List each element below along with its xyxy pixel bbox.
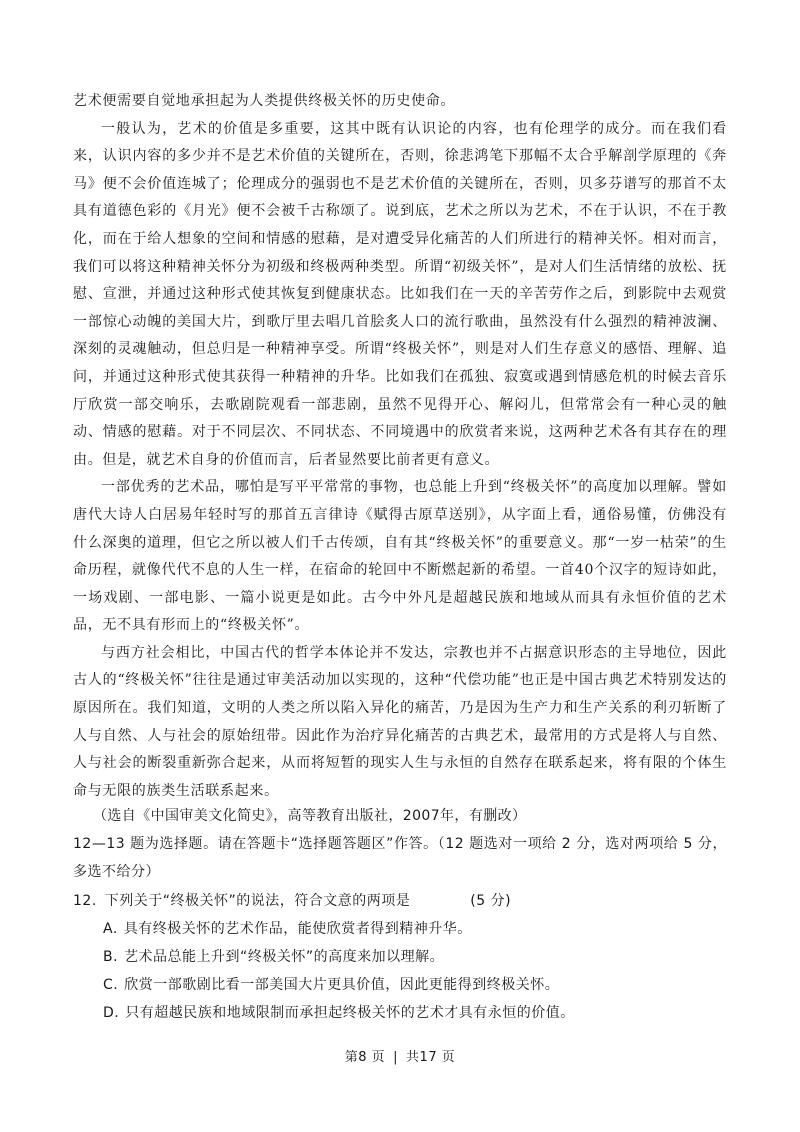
article-paragraph: 与西方社会相比，中国古代的哲学本体论并不发达，宗教也并不占据意识形态的主导地位，因此古人的“终极关怀”往往是通过审美活动加以实现的，这种“代偿功能”也正是中国古典艺术特别发达的原因所在。我们知道，文明的人类之所以陷入异化的痛苦，乃是因为生产力和生产关系的利刃斩断了人与自然、人与社会的原始纽带。因此作为治疗异化痛苦的古典艺术，最常用的方式是将人与自然、人与社会的断裂重新弥合起来，从而将短暂的现实人生与永恒的自然存在联系起来，将有限的个体生命与无限的族类生活联系起来。: [73, 644, 727, 799]
question-score: (5 分): [470, 893, 512, 909]
option-letter: B.: [103, 949, 119, 965]
option-c[interactable]: [73, 971, 727, 999]
source-citation: （选自《中国审美文化简史》，高等教育出版社，2007年，有删改）: [93, 808, 527, 824]
option-letter: D.: [103, 1005, 120, 1021]
question-12: [73, 887, 727, 1027]
article-paragraph: 一部优秀的艺术品，哪怕是写平平常常的事物，也总能上升到“终极关怀”的高度加以理解。譬如唐代大诗人白居易年轻时写的那首五言律诗《赋得古原草送别》，从字面上看，通俗易懂，仿佛没有什么深奥的道理，但它之所以被人们千古传颂，自有其“终极关怀”的重要意义。那“一岁一枯荣”的生命历程，就像代代不息的人生一样，在宿命的轮回中不断燃起新的希望。一首40个汉字的短诗如此，一场戏剧、一部电影、一篇小说更是如此。古今中外凡是超越民族和地域从而具有永恒价值的艺术品，无不具有形而上的“终极关怀”。: [73, 479, 727, 634]
option-text: 只有超越民族和地域限制而承担起终极关怀的艺术才具有永恒的价值。: [125, 1005, 575, 1021]
option-text: 具有终极关怀的艺术作品，能使欣赏者得到精神升华。: [123, 921, 472, 937]
page-number: 第8 页: [344, 1050, 386, 1065]
question-text: 下列关于“终极关怀”的说法，符合文意的两项是: [104, 893, 411, 909]
option-a[interactable]: [73, 915, 727, 943]
option-letter: A.: [103, 921, 118, 937]
option-b[interactable]: [73, 943, 727, 971]
option-text: 艺术品总能上升到“终极关怀”的高度来加以理解。: [124, 949, 445, 965]
page-footer: [0, 1046, 800, 1065]
option-list: [73, 915, 727, 1027]
article-body: [73, 88, 727, 805]
article-paragraph: 艺术便需要自觉地承担起为人类提供终极关怀的历史使命。: [73, 93, 456, 109]
option-text: 欣赏一部歌剧比看一部美国大片更具价值，因此更能得到终极关怀。: [124, 977, 560, 993]
page-total: 共17 页: [406, 1050, 456, 1065]
footer-separator: |: [393, 1050, 399, 1065]
question-number: 12.: [73, 893, 97, 909]
option-d[interactable]: [73, 999, 727, 1027]
question-stem: [73, 887, 727, 915]
question-instructions: 12—13 题为选择题。请在答题卡“选择题答题区”作答。（12 题选对一项给 2 分，选对两项给 5 分，多选不给分）: [73, 836, 727, 880]
article-paragraph: 一般认为，艺术的价值是多重要，这其中既有认识论的内容，也有伦理学的成分。而在我们看来，认识内容的多少并不是艺术价值的关键所在，否则，徐悲鸿笔下那幅不太合乎解剖学原理的《奔马》便不会价值连城了；伦理成分的强弱也不是艺术价值的关键所在，否则，贝多芬谱写的那首不太具有道德色彩的《月光》便不会被千古称颂了。说到底，艺术之所以为艺术，不在于认识，不在于教化，而在于给人想象的空间和情感的慰藉，是对遭受异化痛苦的人们所进行的精神关怀。相对而言，我们可以将这种精神关怀分为初级和终极两种类型。所谓“初级关怀”，是对人们生活情绪的放松、抚慰、宣泄，并通过这种形式使其恢复到健康状态。比如我们在一天的辛苦劳作之后，到影院中去观赏一部惊心动魄的美国大片，到歌厅里去唱几首脍炙人口的流行歌曲，虽然没有什么强烈的精神波澜、深刻的灵魂触动，但总归是一种精神享受。所谓“终极关怀”，则是对人们生存意义的感悟、理解、追问，并通过这种形式使其获得一种精神的升华。比如我们在孤独、寂寞或遇到情感危机的时候去音乐厅欣赏一部交响乐，去歌剧院观看一部悲剧，虽然不见得开心、解闷儿，但常常会有一种心灵的触动、情感的慰藉。对于不同层次、不同状态、不同境遇中的欣赏者来说，这两种艺术各有其存在的理由。但是，就艺术自身的价值而言，后者显然要比前者更有意义。: [73, 120, 727, 468]
option-letter: C.: [103, 977, 119, 993]
